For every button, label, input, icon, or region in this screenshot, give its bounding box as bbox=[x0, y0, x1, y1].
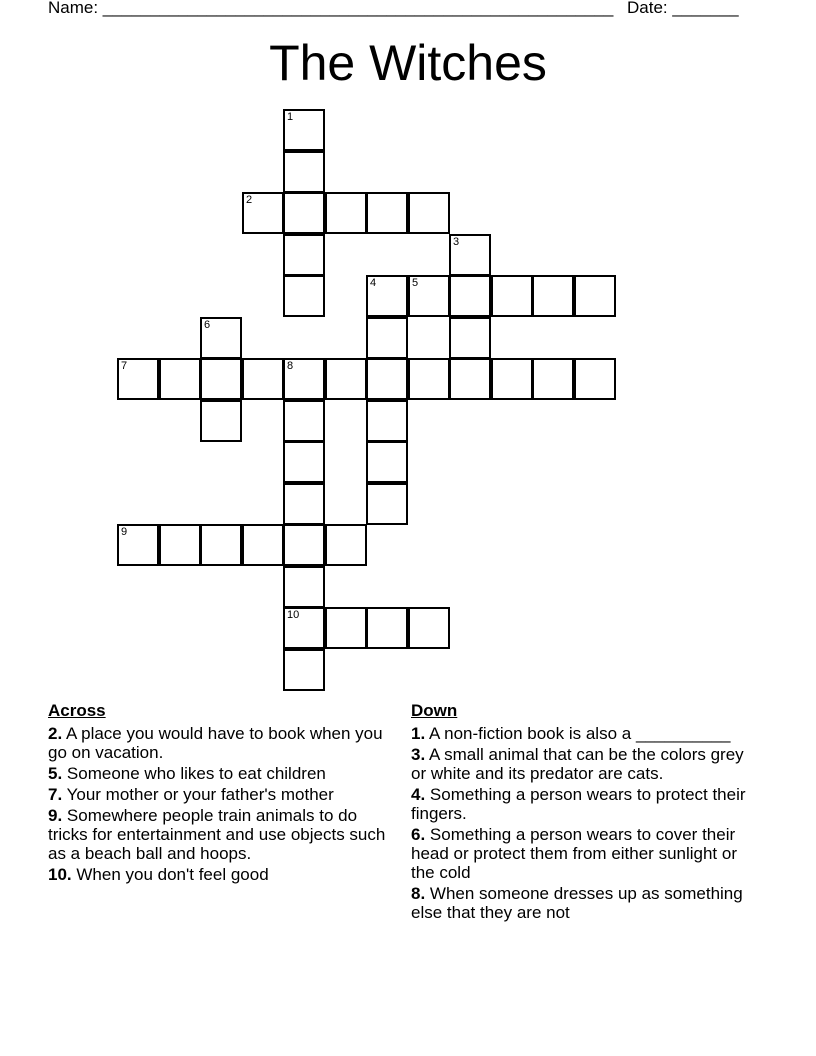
grid-cell[interactable] bbox=[159, 524, 201, 566]
grid-cell[interactable] bbox=[283, 607, 325, 649]
grid-cell[interactable] bbox=[449, 317, 491, 359]
grid-cell[interactable] bbox=[283, 109, 325, 151]
cell-number: 6 bbox=[204, 319, 211, 331]
grid-cell[interactable] bbox=[325, 524, 367, 566]
clue-number: 7. bbox=[48, 785, 63, 804]
down-heading: Down bbox=[411, 701, 458, 720]
name-field: Name: ______________________________________________________ bbox=[48, 0, 614, 17]
grid-cell[interactable] bbox=[242, 358, 284, 400]
grid-cell[interactable] bbox=[449, 358, 491, 400]
cell-number: 9 bbox=[121, 526, 128, 538]
clue-number: 3. bbox=[411, 745, 426, 764]
cell-number: 2 bbox=[246, 194, 253, 206]
grid-cell[interactable] bbox=[117, 358, 159, 400]
grid-cell[interactable] bbox=[200, 317, 242, 359]
grid-cell[interactable] bbox=[159, 358, 201, 400]
across-heading: Across bbox=[48, 701, 106, 720]
grid-cell[interactable] bbox=[283, 524, 325, 566]
clue-text: A place you would have to book when you go on vacation. bbox=[48, 724, 383, 762]
cell-number: 7 bbox=[121, 360, 128, 372]
across-clue bbox=[48, 865, 398, 884]
grid-cell[interactable] bbox=[532, 358, 574, 400]
grid-cell[interactable] bbox=[366, 483, 408, 525]
grid-cell[interactable] bbox=[283, 566, 325, 608]
grid-cell[interactable] bbox=[283, 192, 325, 234]
down-clue bbox=[411, 745, 761, 783]
grid-cell[interactable] bbox=[242, 192, 284, 234]
grid-cell[interactable] bbox=[491, 358, 533, 400]
grid-cell[interactable] bbox=[366, 400, 408, 442]
page-title: The Witches bbox=[269, 35, 547, 91]
across-clues bbox=[48, 700, 398, 886]
grid-cell[interactable] bbox=[283, 151, 325, 193]
grid-cell[interactable] bbox=[283, 275, 325, 317]
clue-number: 5. bbox=[48, 764, 63, 783]
grid-cell[interactable] bbox=[200, 400, 242, 442]
grid-cell[interactable] bbox=[366, 192, 408, 234]
grid-cell[interactable] bbox=[283, 358, 325, 400]
cell-number: 1 bbox=[287, 111, 294, 123]
clue-text: A non-fiction book is also a __________ bbox=[428, 724, 731, 743]
grid-cell[interactable] bbox=[283, 483, 325, 525]
cell-number: 4 bbox=[370, 277, 377, 289]
date-field: Date: _______ bbox=[627, 0, 739, 17]
grid-cell[interactable] bbox=[408, 358, 450, 400]
clue-text: When someone dresses up as something else that they are not bbox=[411, 884, 743, 922]
across-clue bbox=[48, 785, 398, 804]
grid-cell[interactable] bbox=[325, 607, 367, 649]
grid-cell[interactable] bbox=[366, 317, 408, 359]
across-clue bbox=[48, 724, 398, 762]
grid-cell[interactable] bbox=[366, 607, 408, 649]
grid-cell[interactable] bbox=[449, 234, 491, 276]
across-clue bbox=[48, 806, 398, 863]
grid-cell[interactable] bbox=[283, 441, 325, 483]
grid-cell[interactable] bbox=[366, 275, 408, 317]
across-clue bbox=[48, 764, 398, 783]
down-clue bbox=[411, 724, 761, 743]
down-clue bbox=[411, 785, 761, 823]
grid-cell[interactable] bbox=[408, 192, 450, 234]
clue-text: Someone who likes to eat children bbox=[66, 764, 326, 783]
clue-text: Your mother or your father's mother bbox=[66, 785, 334, 804]
grid-cell[interactable] bbox=[283, 400, 325, 442]
grid-cell[interactable] bbox=[574, 275, 616, 317]
clue-number: 4. bbox=[411, 785, 426, 804]
clue-number: 2. bbox=[48, 724, 63, 743]
grid-cell[interactable] bbox=[491, 275, 533, 317]
clue-number: 6. bbox=[411, 825, 426, 844]
grid-cell[interactable] bbox=[200, 358, 242, 400]
grid-cell[interactable] bbox=[449, 275, 491, 317]
grid-cell[interactable] bbox=[532, 275, 574, 317]
clue-text: A small animal that can be the colors grey or white and its predator are cats. bbox=[411, 745, 744, 783]
down-clue bbox=[411, 884, 761, 922]
grid-cell[interactable] bbox=[325, 358, 367, 400]
down-clue bbox=[411, 825, 761, 882]
cell-number: 3 bbox=[453, 236, 460, 248]
grid-cell[interactable] bbox=[242, 524, 284, 566]
grid-cell[interactable] bbox=[366, 441, 408, 483]
clue-text: Something a person wears to protect their fingers. bbox=[411, 785, 746, 823]
grid-cell[interactable] bbox=[283, 649, 325, 691]
clue-number: 8. bbox=[411, 884, 426, 903]
clue-text: Somewhere people train animals to do tricks for entertainment and use objects such as a beach ball and hoops. bbox=[48, 806, 386, 863]
down-clues bbox=[411, 700, 761, 924]
grid-cell[interactable] bbox=[574, 358, 616, 400]
clue-text: When you don't feel good bbox=[76, 865, 269, 884]
cell-number: 8 bbox=[287, 360, 294, 372]
grid-cell[interactable] bbox=[408, 607, 450, 649]
grid-cell[interactable] bbox=[117, 524, 159, 566]
cell-number: 10 bbox=[287, 609, 300, 621]
clue-text: Something a person wears to cover their head or protect them from either sunlight or the cold bbox=[411, 825, 737, 882]
clue-number: 9. bbox=[48, 806, 63, 825]
cell-number: 5 bbox=[412, 277, 419, 289]
grid-cell[interactable] bbox=[408, 275, 450, 317]
grid-cell[interactable] bbox=[366, 358, 408, 400]
clue-number: 1. bbox=[411, 724, 426, 743]
grid-cell[interactable] bbox=[200, 524, 242, 566]
clue-number: 10. bbox=[48, 865, 72, 884]
grid-cell[interactable] bbox=[283, 234, 325, 276]
grid-cell[interactable] bbox=[325, 192, 367, 234]
